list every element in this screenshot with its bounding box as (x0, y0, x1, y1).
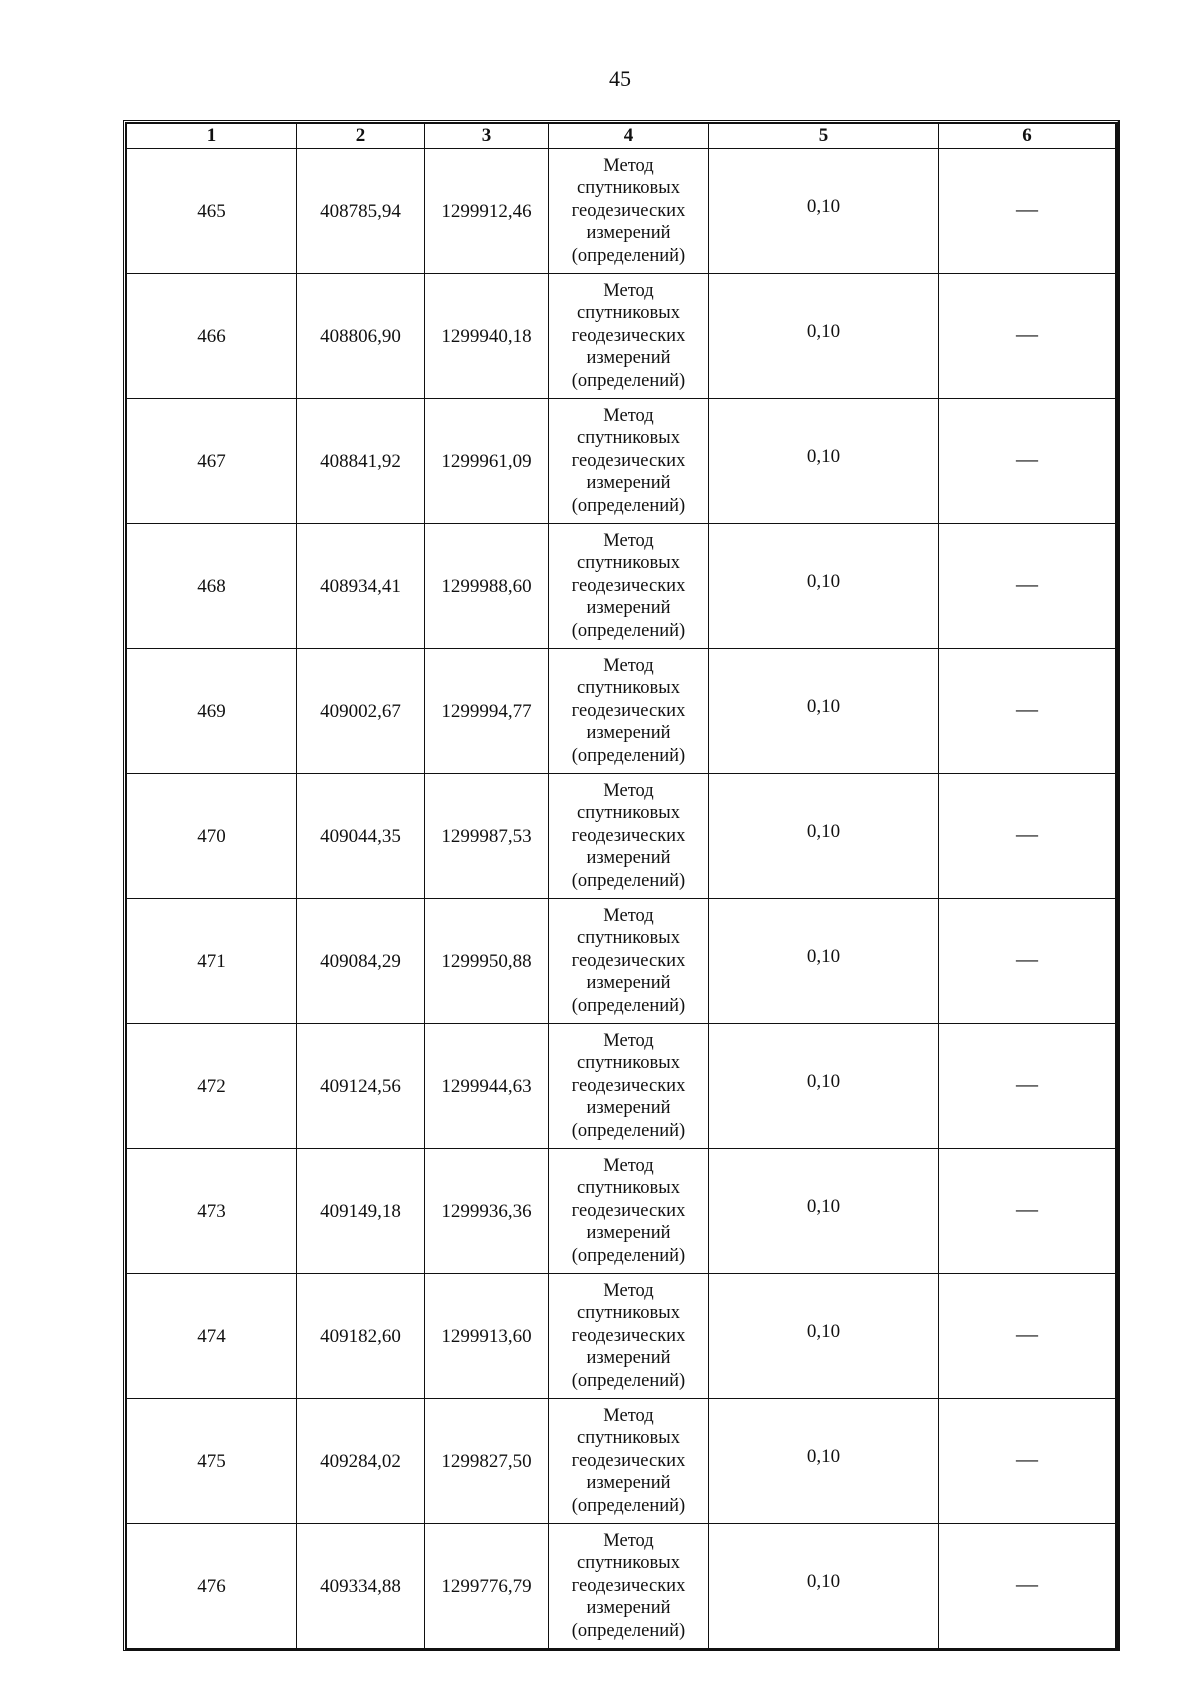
method-cell (549, 1274, 709, 1399)
method-line: спутниковых (577, 1303, 680, 1324)
point-number-cell: 470 (127, 774, 297, 899)
method-cell (549, 1149, 709, 1274)
y-coordinate-cell: 1299776,79 (425, 1524, 549, 1649)
table-row (127, 399, 1116, 524)
method-line: спутниковых (577, 1053, 680, 1074)
table-row (127, 899, 1116, 1024)
table-header-row (127, 124, 1116, 149)
method-line: (определений) (571, 1620, 686, 1641)
method-line: спутниковых (577, 928, 680, 949)
point-number-cell: 467 (127, 399, 297, 524)
note-cell: — (939, 1524, 1116, 1649)
note-cell: — (939, 774, 1116, 899)
method-line: измерений (586, 723, 671, 744)
method-cell (549, 649, 709, 774)
y-coordinate-cell: 1299912,46 (425, 149, 549, 274)
note-cell: — (939, 274, 1116, 399)
table-row (127, 1024, 1116, 1149)
method-line: (определений) (571, 370, 686, 391)
method-line: спутниковых (577, 428, 680, 449)
note-cell: — (939, 1149, 1116, 1274)
accuracy-cell: 0,10 (709, 774, 939, 899)
method-line: Метод (603, 405, 654, 426)
method-line: Метод (603, 780, 654, 801)
x-coordinate-cell: 409044,35 (297, 774, 425, 899)
table-row (127, 274, 1116, 399)
accuracy-cell: 0,10 (709, 1149, 939, 1274)
note-cell: — (939, 149, 1116, 274)
table-row (127, 1149, 1116, 1274)
note-cell: — (939, 1274, 1116, 1399)
page-number: 45 (609, 66, 631, 91)
note-cell: — (939, 649, 1116, 774)
y-coordinate-cell: 1299994,77 (425, 649, 549, 774)
x-coordinate-cell: 409149,18 (297, 1149, 425, 1274)
method-line: Метод (603, 905, 654, 926)
note-cell: — (939, 1399, 1116, 1524)
x-coordinate-cell: 408841,92 (297, 399, 425, 524)
method-line: геодезических (571, 1200, 686, 1221)
point-number-cell: 476 (127, 1524, 297, 1649)
accuracy-cell: 0,10 (709, 649, 939, 774)
x-coordinate-cell: 409182,60 (297, 1274, 425, 1399)
method-line: измерений (586, 348, 671, 369)
y-coordinate-cell: 1299950,88 (425, 899, 549, 1024)
method-cell (549, 524, 709, 649)
accuracy-cell: 0,10 (709, 149, 939, 274)
method-line: (определений) (571, 620, 686, 641)
note-cell: — (939, 899, 1116, 1024)
x-coordinate-cell: 409002,67 (297, 649, 425, 774)
method-line: Метод (603, 1405, 654, 1426)
method-line: измерений (586, 1223, 671, 1244)
column-header-5: 5 (709, 124, 939, 149)
accuracy-cell: 0,10 (709, 1274, 939, 1399)
method-line: Метод (603, 155, 654, 176)
method-line: геодезических (571, 950, 686, 971)
note-cell: — (939, 399, 1116, 524)
column-header-6: 6 (939, 124, 1116, 149)
method-line: (определений) (571, 1370, 686, 1391)
point-number-cell: 469 (127, 649, 297, 774)
accuracy-cell: 0,10 (709, 274, 939, 399)
y-coordinate-cell: 1299940,18 (425, 274, 549, 399)
method-line: спутниковых (577, 803, 680, 824)
method-line: спутниковых (577, 1428, 680, 1449)
x-coordinate-cell: 408785,94 (297, 149, 425, 274)
method-line: геодезических (571, 1325, 686, 1346)
method-line: (определений) (571, 745, 686, 766)
table-body (127, 149, 1116, 1649)
y-coordinate-cell: 1299827,50 (425, 1399, 549, 1524)
method-line: Метод (603, 655, 654, 676)
method-line: геодезических (571, 1450, 686, 1471)
coordinates-table-frame (123, 120, 1120, 1651)
accuracy-cell: 0,10 (709, 399, 939, 524)
method-line: (определений) (571, 870, 686, 891)
point-number-cell: 468 (127, 524, 297, 649)
method-line: спутниковых (577, 1178, 680, 1199)
note-cell: — (939, 524, 1116, 649)
method-line: измерений (586, 598, 671, 619)
column-header-4: 4 (549, 124, 709, 149)
point-number-cell: 472 (127, 1024, 297, 1149)
table-row (127, 1399, 1116, 1524)
accuracy-cell: 0,10 (709, 899, 939, 1024)
method-line: геодезических (571, 700, 686, 721)
table-row (127, 149, 1116, 274)
method-line: (определений) (571, 245, 686, 266)
method-line: (определений) (571, 995, 686, 1016)
method-line: Метод (603, 1530, 654, 1551)
method-line: измерений (586, 848, 671, 869)
column-header-2: 2 (297, 124, 425, 149)
point-number-cell: 475 (127, 1399, 297, 1524)
method-line: спутниковых (577, 303, 680, 324)
method-line: Метод (603, 1030, 654, 1051)
method-line: спутниковых (577, 1553, 680, 1574)
point-number-cell: 471 (127, 899, 297, 1024)
method-line: измерений (586, 1348, 671, 1369)
accuracy-cell: 0,10 (709, 1399, 939, 1524)
method-cell (549, 149, 709, 274)
method-line: геодезических (571, 200, 686, 221)
column-header-3: 3 (425, 124, 549, 149)
method-cell (549, 1024, 709, 1149)
method-line: измерений (586, 1098, 671, 1119)
method-line: (определений) (571, 1495, 686, 1516)
x-coordinate-cell: 409124,56 (297, 1024, 425, 1149)
method-cell (549, 1399, 709, 1524)
method-cell (549, 899, 709, 1024)
point-number-cell: 474 (127, 1274, 297, 1399)
x-coordinate-cell: 408806,90 (297, 274, 425, 399)
accuracy-cell: 0,10 (709, 1024, 939, 1149)
accuracy-cell: 0,10 (709, 1524, 939, 1649)
method-line: спутниковых (577, 553, 680, 574)
method-line: измерений (586, 1473, 671, 1494)
y-coordinate-cell: 1299944,63 (425, 1024, 549, 1149)
method-line: геодезических (571, 450, 686, 471)
method-line: спутниковых (577, 178, 680, 199)
y-coordinate-cell: 1299961,09 (425, 399, 549, 524)
method-line: измерений (586, 473, 671, 494)
x-coordinate-cell: 409084,29 (297, 899, 425, 1024)
point-number-cell: 466 (127, 274, 297, 399)
x-coordinate-cell: 409284,02 (297, 1399, 425, 1524)
method-line: спутниковых (577, 678, 680, 699)
method-line: геодезических (571, 825, 686, 846)
point-number-cell: 473 (127, 1149, 297, 1274)
table-row (127, 1274, 1116, 1399)
method-cell (549, 274, 709, 399)
table-row (127, 774, 1116, 899)
y-coordinate-cell: 1299988,60 (425, 524, 549, 649)
method-line: Метод (603, 1155, 654, 1176)
method-line: (определений) (571, 495, 686, 516)
method-line: Метод (603, 1280, 654, 1301)
table-row (127, 524, 1116, 649)
method-line: геодезических (571, 325, 686, 346)
method-line: геодезических (571, 1075, 686, 1096)
method-line: Метод (603, 280, 654, 301)
method-cell (549, 774, 709, 899)
method-line: Метод (603, 530, 654, 551)
y-coordinate-cell: 1299913,60 (425, 1274, 549, 1399)
method-line: (определений) (571, 1120, 686, 1141)
point-number-cell: 465 (127, 149, 297, 274)
method-line: (определений) (571, 1245, 686, 1266)
accuracy-cell: 0,10 (709, 524, 939, 649)
y-coordinate-cell: 1299936,36 (425, 1149, 549, 1274)
x-coordinate-cell: 408934,41 (297, 524, 425, 649)
y-coordinate-cell: 1299987,53 (425, 774, 549, 899)
method-line: измерений (586, 973, 671, 994)
method-line: геодезических (571, 575, 686, 596)
column-header-1: 1 (127, 124, 297, 149)
method-cell (549, 1524, 709, 1649)
method-line: измерений (586, 223, 671, 244)
table-row (127, 649, 1116, 774)
note-cell: — (939, 1024, 1116, 1149)
table-row (127, 1524, 1116, 1649)
method-line: измерений (586, 1598, 671, 1619)
method-line: геодезических (571, 1575, 686, 1596)
coordinates-table (126, 123, 1116, 1649)
x-coordinate-cell: 409334,88 (297, 1524, 425, 1649)
method-cell (549, 399, 709, 524)
